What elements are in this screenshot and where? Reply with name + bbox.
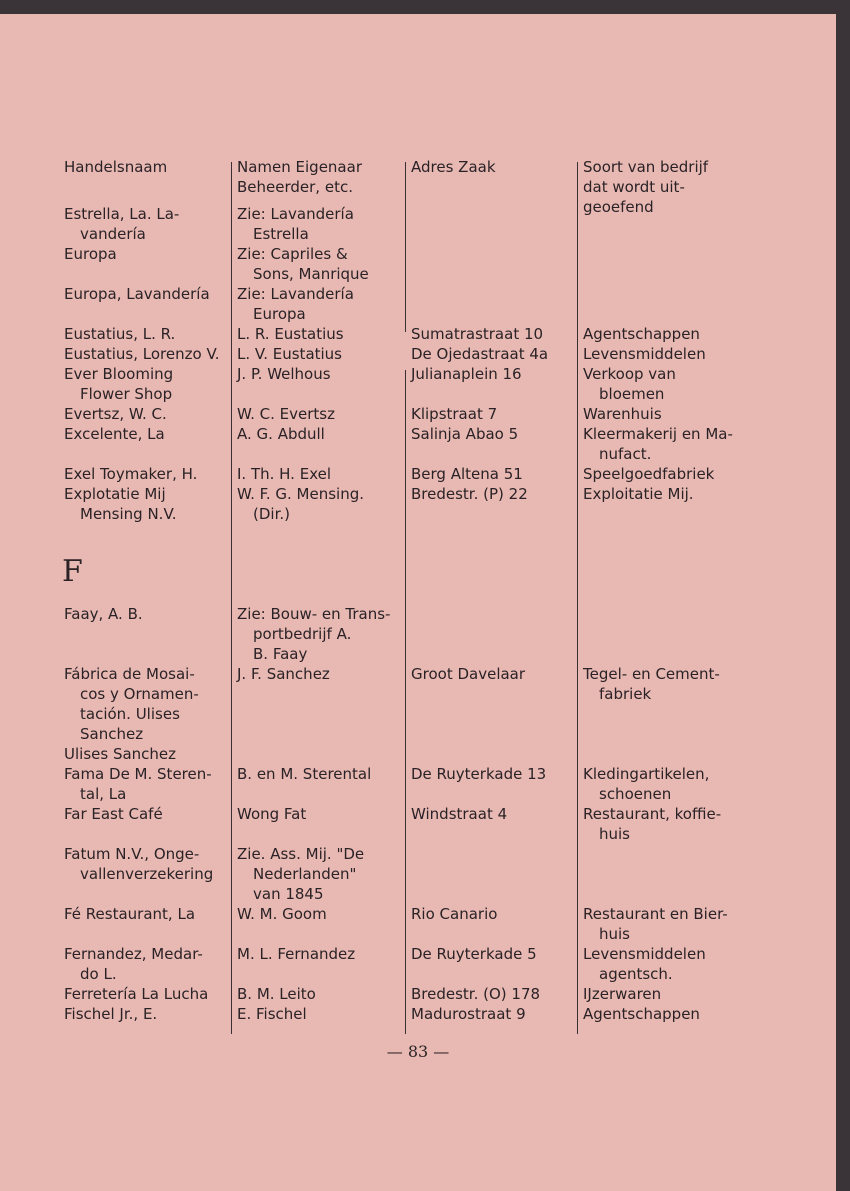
entry-address-line: Bredestr. (P) 22 [411, 485, 528, 503]
entry-business-line: Speelgoedfabriek [583, 465, 715, 483]
entry-owner-line: L. R. Eustatius [237, 325, 344, 343]
entry-owner-line: M. L. Fernandez [237, 945, 356, 963]
entry-address-line: Berg Altena 51 [411, 465, 523, 483]
entry-address-line: De Ruyterkade 13 [411, 765, 547, 783]
entry-owner-line: W. F. G. Mensing. [237, 485, 365, 503]
entry-name [64, 424, 224, 444]
entry-owner-line: W. C. Evertsz [237, 405, 335, 423]
entry-name [64, 324, 224, 344]
entry-name-line: Exel Toymaker, H. [64, 465, 198, 483]
entry-business-line: fabriek [599, 685, 652, 703]
entry-owner-line: L. V. Eustatius [237, 345, 342, 363]
entry-owner [237, 484, 402, 524]
entry-owner [237, 844, 402, 904]
entry-name-line: Ferretería La Lucha [64, 985, 209, 1003]
header-handelsnaam: Handelsnaam [64, 158, 168, 176]
entry-business [583, 804, 753, 844]
entry-address-line: Groot Davelaar [411, 665, 526, 683]
entry-address-line: Windstraat 4 [411, 805, 508, 823]
entry-business [583, 664, 753, 704]
entry-owner-line: J. P. Welhous [237, 365, 331, 383]
entry-owner [237, 284, 402, 324]
entry-owner [237, 1004, 402, 1024]
entry-business [583, 904, 753, 944]
entry-name-line: Europa [64, 245, 117, 263]
entry-address-line: De Ruyterkade 5 [411, 945, 537, 963]
entry-business [583, 424, 753, 464]
entry-owner [237, 944, 402, 964]
entry-business-line: Levensmiddelen [583, 945, 706, 963]
entry-name-line: Explotatie Mij [64, 485, 166, 503]
entry-business [583, 944, 753, 984]
entry-name-line: Evertsz, W. C. [64, 405, 167, 423]
entry-name [64, 764, 224, 804]
entry-name-line: Fábrica de Mosai- [64, 665, 195, 683]
entry-business-line: Verkoop van [583, 365, 676, 383]
entry-business [583, 464, 753, 484]
entry-business-line: huis [599, 825, 630, 843]
entry-owner-line: van 1845 [253, 885, 324, 903]
entry-owner-line: (Dir.) [253, 505, 290, 523]
entry-business [583, 364, 753, 404]
entry-business-line: Levensmiddelen [583, 345, 706, 363]
entry-owner [237, 664, 402, 684]
entry-owner-line: Zie. Ass. Mij. "De [237, 845, 365, 863]
entry-address-line: Madurostraat 9 [411, 1005, 526, 1023]
entry-business [583, 1004, 753, 1024]
entry-name [64, 1004, 224, 1024]
entry-business-line: Agentschappen [583, 1005, 700, 1023]
entry-name [64, 284, 224, 304]
entry-business [583, 404, 753, 424]
entry-name-line: Eustatius, Lorenzo V. [64, 345, 220, 363]
entry-owner-line: Zie: Capriles & [237, 245, 348, 263]
entry-name [64, 944, 224, 984]
entry-business-line: Warenhuis [583, 405, 662, 423]
entry-owner [237, 204, 402, 244]
directory-page [0, 14, 836, 1191]
entry-owner [237, 244, 402, 284]
entry-address-line: De Ojedastraat 4a [411, 345, 549, 363]
entry-business-line: Restaurant en Bier- [583, 905, 728, 923]
entry-business-line: Kledingartikelen, [583, 765, 710, 783]
entry-business-line: bloemen [599, 385, 665, 403]
entry-address-line: Klipstraat 7 [411, 405, 498, 423]
entry-business-line: huis [599, 925, 630, 943]
entry-business [583, 344, 753, 364]
entry-name-line: Fernandez, Medar- [64, 945, 203, 963]
entry-name-line: do L. [80, 965, 117, 983]
entry-owner-line: Nederlanden" [253, 865, 357, 883]
entry-name [64, 904, 224, 924]
entry-business-line: schoenen [599, 785, 672, 803]
entry-name-line: tación. Ulises [80, 705, 180, 723]
entry-name-line: tal, La [80, 785, 127, 803]
entry-owner [237, 604, 402, 664]
entry-business [583, 764, 753, 804]
entry-owner-line: E. Fischel [237, 1005, 307, 1023]
entry-name-line: Fama De M. Steren- [64, 765, 212, 783]
entry-name-line: Flower Shop [80, 385, 173, 403]
entry-owner-line: Sons, Manrique [253, 265, 369, 283]
entry-address [411, 324, 576, 344]
entry-name [64, 344, 224, 364]
section-letter: F [62, 554, 83, 589]
entry-owner [237, 324, 402, 344]
entry-owner [237, 364, 402, 384]
header-soort-bedrijf: Soort van bedrijf dat wordt uit- geoefend [583, 158, 709, 216]
entry-name-line: Ulises Sanchez [64, 745, 177, 763]
entry-owner [237, 404, 402, 424]
entry-name [64, 464, 224, 484]
entry-address [411, 344, 576, 364]
entry-address [411, 484, 576, 504]
entry-name-line: Far East Café [64, 805, 163, 823]
entry-owner-line: A. G. Abdull [237, 425, 325, 443]
entry-address [411, 364, 576, 384]
entry-address [411, 464, 576, 484]
entry-name-line: vandería [80, 225, 146, 243]
entry-owner-line: Zie: Lavandería [237, 205, 354, 223]
entry-name [64, 604, 224, 624]
entry-name-line: Eustatius, L. R. [64, 325, 176, 343]
entry-name-line: Europa, Lavandería [64, 285, 210, 303]
entry-owner [237, 804, 402, 824]
entry-address [411, 904, 576, 924]
entry-owner-line: B. M. Leito [237, 985, 316, 1003]
entry-business-line: Exploitatie Mij. [583, 485, 694, 503]
entry-owner-line: W. M. Goom [237, 905, 327, 923]
entry-owner-line: Zie: Bouw- en Trans- [237, 605, 391, 623]
entry-name [64, 804, 224, 824]
entry-owner [237, 764, 402, 784]
entry-address-line: Bredestr. (O) 178 [411, 985, 541, 1003]
entry-owner-line: B. Faay [253, 645, 308, 663]
entry-business-line: Kleermakerij en Ma- [583, 425, 733, 443]
entry-name-line: Fé Restaurant, La [64, 905, 196, 923]
entry-address [411, 424, 576, 444]
entry-address-line: Sumatrastraat 10 [411, 325, 544, 343]
header-adres-zaak: Adres Zaak [411, 158, 496, 176]
entry-name-line: vallenverzekering [80, 865, 214, 883]
entry-business [583, 484, 753, 504]
entry-business-line: Restaurant, koffie- [583, 805, 722, 823]
entry-business [583, 984, 753, 1004]
entry-owner-line: Wong Fat [237, 805, 307, 823]
entry-owner-line: I. Th. H. Exel [237, 465, 332, 483]
entry-name-line: Faay, A. B. [64, 605, 143, 623]
entry-name-line: Excelente, La [64, 425, 165, 443]
entry-owner-line: portbedrijf A. [253, 625, 352, 643]
entry-address [411, 664, 576, 684]
column-divider [577, 162, 578, 1034]
entry-address [411, 804, 576, 824]
entry-business-line: nufact. [599, 445, 652, 463]
column-divider [405, 370, 406, 1034]
entry-owner [237, 984, 402, 1004]
entry-owner [237, 344, 402, 364]
entry-name-line: cos y Ornamen- [80, 685, 199, 703]
entry-address-line: Rio Canario [411, 905, 498, 923]
entry-name [64, 664, 224, 744]
entry-name [64, 244, 224, 264]
column-divider [231, 162, 232, 1034]
entry-owner-line: Zie: Lavandería [237, 285, 354, 303]
entry-address-line: Julianaplein 16 [411, 365, 522, 383]
entry-business-line: IJzerwaren [583, 985, 662, 1003]
header-namen-eigenaar: Namen Eigenaar Beheerder, etc. [237, 158, 362, 196]
entry-owner-line: J. F. Sanchez [237, 665, 330, 683]
entry-owner-line: B. en M. Sterental [237, 765, 372, 783]
entry-business-line: Agentschappen [583, 325, 700, 343]
entry-name [64, 404, 224, 424]
entry-business-line: agentsch. [599, 965, 673, 983]
entry-business [583, 324, 753, 344]
entry-address [411, 764, 576, 784]
entry-name-line: Fischel Jr., E. [64, 1005, 158, 1023]
entry-name-line: Estrella, La. La- [64, 205, 180, 223]
entry-name [64, 844, 224, 884]
entry-address [411, 404, 576, 424]
page-number: — 83 — [386, 1042, 450, 1061]
entry-name [64, 204, 224, 244]
entry-name-line: Mensing N.V. [80, 505, 177, 523]
entry-name [64, 484, 224, 524]
entry-name-line: Ever Blooming [64, 365, 174, 383]
entry-name [64, 364, 224, 404]
entry-name-line: Sanchez [80, 725, 144, 743]
entry-address [411, 944, 576, 964]
entry-name [64, 744, 224, 764]
entry-business-line: Tegel- en Cement- [583, 665, 720, 683]
entry-name [64, 984, 224, 1004]
entry-name-line: Fatum N.V., Onge- [64, 845, 200, 863]
entry-owner [237, 424, 402, 444]
entry-owner [237, 464, 402, 484]
entry-owner-line: Estrella [253, 225, 309, 243]
entry-owner-line: Europa [253, 305, 306, 323]
entry-address [411, 984, 576, 1004]
entry-owner [237, 904, 402, 924]
entry-address-line: Salinja Abao 5 [411, 425, 519, 443]
entry-address [411, 1004, 576, 1024]
column-divider [405, 162, 406, 332]
